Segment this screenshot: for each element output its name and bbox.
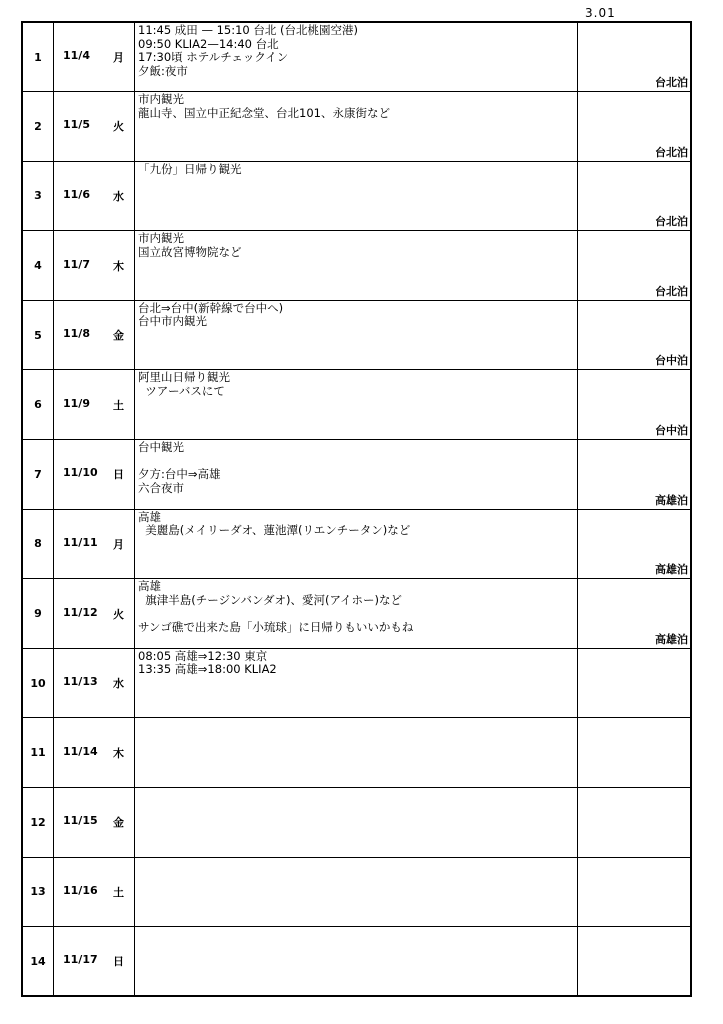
day-number: 12 — [22, 788, 54, 858]
date: 11/10 — [63, 466, 98, 480]
date: 11/11 — [63, 535, 98, 549]
version-label: 3.01 — [585, 6, 616, 20]
date: 11/14 — [63, 744, 98, 758]
lodging-label: 高雄泊 — [578, 579, 692, 649]
table-row — [22, 231, 691, 301]
schedule-detail: 市内観光 龍山寺、国立中正紀念堂、台北101、永康街など — [135, 92, 578, 162]
weekday: 日 — [113, 955, 124, 969]
date-cell — [54, 231, 135, 301]
date-cell — [54, 440, 135, 510]
date-cell — [54, 927, 135, 997]
lodging-label: 台北泊 — [578, 92, 692, 162]
lodging-label: 高雄泊 — [578, 509, 692, 579]
date: 11/15 — [63, 814, 98, 828]
date: 11/16 — [63, 883, 98, 897]
schedule-detail: 台北⇒台中(新幹線で台中へ) 台中市内観光 — [135, 300, 578, 370]
lodging-label: 台北泊 — [578, 161, 692, 231]
table-row — [22, 927, 691, 997]
lodging-label — [578, 788, 692, 858]
date-cell — [54, 648, 135, 718]
weekday: 金 — [113, 329, 124, 343]
schedule-detail — [135, 927, 578, 997]
day-number: 9 — [22, 579, 54, 649]
table-row — [22, 509, 691, 579]
date: 11/12 — [63, 605, 98, 619]
weekday: 日 — [113, 468, 124, 482]
date-cell — [54, 857, 135, 927]
day-number: 5 — [22, 300, 54, 370]
lodging-label — [578, 857, 692, 927]
weekday: 土 — [113, 398, 124, 412]
lodging-label — [578, 927, 692, 997]
table-row — [22, 92, 691, 162]
weekday: 木 — [113, 746, 124, 760]
day-number: 14 — [22, 927, 54, 997]
date: 11/8 — [63, 327, 90, 341]
schedule-detail: 市内観光 国立故宮博物院など — [135, 231, 578, 301]
itinerary-table — [21, 21, 692, 997]
schedule-detail: 「九份」日帰り観光 — [135, 161, 578, 231]
table-row — [22, 161, 691, 231]
schedule-detail — [135, 788, 578, 858]
lodging-label: 台北泊 — [578, 231, 692, 301]
schedule-detail: 阿里山日帰り観光 ツアーバスにて — [135, 370, 578, 440]
weekday: 水 — [113, 677, 124, 691]
lodging-label: 台北泊 — [578, 22, 692, 92]
date-cell — [54, 300, 135, 370]
day-number: 1 — [22, 22, 54, 92]
date-cell — [54, 92, 135, 162]
date: 11/17 — [63, 953, 98, 967]
table-row — [22, 370, 691, 440]
date-cell — [54, 370, 135, 440]
schedule-detail: 台中観光 夕方:台中⇒高雄 六合夜市 — [135, 440, 578, 510]
day-number: 13 — [22, 857, 54, 927]
table-row — [22, 857, 691, 927]
date-cell — [54, 161, 135, 231]
day-number: 2 — [22, 92, 54, 162]
table-row — [22, 300, 691, 370]
date-cell — [54, 509, 135, 579]
date-cell — [54, 22, 135, 92]
weekday: 水 — [113, 189, 124, 203]
date: 11/7 — [63, 257, 90, 271]
lodging-label — [578, 648, 692, 718]
schedule-detail — [135, 718, 578, 788]
date: 11/13 — [63, 675, 98, 689]
date: 11/6 — [63, 187, 90, 201]
day-number: 7 — [22, 440, 54, 510]
day-number: 6 — [22, 370, 54, 440]
schedule-detail — [135, 857, 578, 927]
date-cell — [54, 579, 135, 649]
table-row — [22, 440, 691, 510]
day-number: 11 — [22, 718, 54, 788]
date: 11/5 — [63, 118, 90, 132]
table-row — [22, 648, 691, 718]
itinerary-body — [22, 22, 691, 996]
table-row — [22, 718, 691, 788]
table-row — [22, 579, 691, 649]
day-number: 8 — [22, 509, 54, 579]
weekday: 火 — [113, 607, 124, 621]
lodging-label: 台中泊 — [578, 300, 692, 370]
day-number: 4 — [22, 231, 54, 301]
weekday: 土 — [113, 885, 124, 899]
date: 11/4 — [63, 49, 90, 63]
weekday: 月 — [113, 51, 124, 65]
weekday: 火 — [113, 120, 124, 134]
weekday: 金 — [113, 816, 124, 830]
lodging-label: 高雄泊 — [578, 440, 692, 510]
weekday: 月 — [113, 537, 124, 551]
day-number: 3 — [22, 161, 54, 231]
date-cell — [54, 788, 135, 858]
date: 11/9 — [63, 396, 90, 410]
weekday: 木 — [113, 259, 124, 273]
schedule-detail: 高雄 旗津半島(チージンバンダオ)、愛河(アイホー)など サンゴ礁で出来た島「小琉球」に日帰りもいいかもね — [135, 579, 578, 649]
lodging-label: 台中泊 — [578, 370, 692, 440]
lodging-label — [578, 718, 692, 788]
table-row — [22, 788, 691, 858]
table-row — [22, 22, 691, 92]
date-cell — [54, 718, 135, 788]
schedule-detail: 08:05 高雄⇒12:30 東京 13:35 高雄⇒18:00 KLIA2 — [135, 648, 578, 718]
schedule-detail: 11:45 成田 — 15:10 台北 (台北桃園空港) 09:50 KLIA2—14:40 台北 17:30頃 ホテルチェックイン 夕飯:夜市 — [135, 22, 578, 92]
schedule-detail: 高雄 美麗島(メイリーダオ、蓮池潭(リエンチータン)など — [135, 509, 578, 579]
day-number: 10 — [22, 648, 54, 718]
